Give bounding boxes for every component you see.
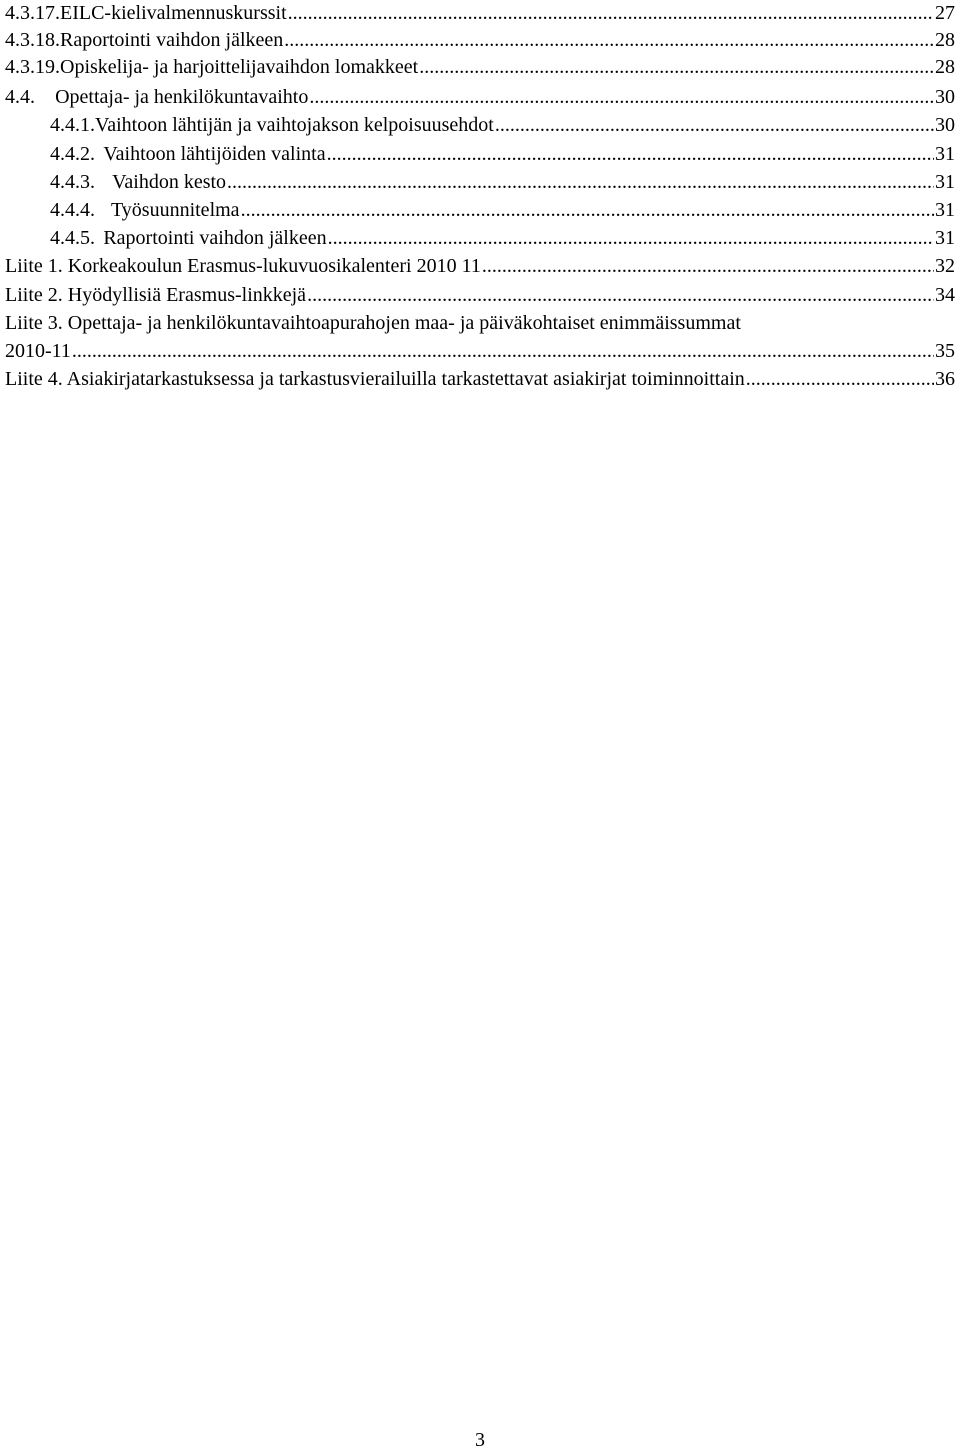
appendix-title: Liite 2. Hyödyllisiä Erasmus-linkkejä [5,284,307,306]
toc-entry-page: 31 [935,227,955,249]
toc-entry-number: 4.4.2. [50,143,95,165]
toc-entry[interactable] [0,141,955,167]
toc-entry[interactable] [0,112,955,138]
toc-entry-page: 30 [935,86,955,108]
page-number: 3 [475,1429,485,1451]
toc-entry-page: 31 [935,143,955,165]
toc-entry-title: Työsuunnitelma [110,199,240,221]
dot-leader [72,338,934,364]
toc-appendix-entry-continuation[interactable] [0,338,955,364]
toc-entry-title: Vaihtoon lähtijöiden valinta [103,143,326,165]
toc-entry-page: 31 [935,171,955,193]
toc-entry[interactable] [0,27,955,53]
toc-entry-title: Raportointi vaihdon jälkeen [103,227,327,249]
dot-leader [307,282,934,308]
toc-entry-number: 4.4.4. [50,199,95,221]
toc-entry-number: 4.3.19. [5,56,60,78]
dot-leader [495,112,934,138]
dot-leader [288,0,934,26]
toc-entry-title: Vaihtoon lähtijän ja vaihtojakson kelpoisuusehdot [95,114,494,136]
toc-entry-title: Opiskelija- ja harjoittelijavaihdon lomakkeet [60,56,419,78]
toc-entry-title: EILC-kielivalmennuskurssit [60,2,287,24]
toc-entry[interactable] [0,225,955,251]
toc-entry-page: 28 [935,29,955,51]
appendix-page: 34 [935,284,955,306]
dot-leader [746,366,934,392]
appendix-page: 32 [935,255,955,277]
dot-leader [328,225,934,251]
toc-entry-number: 4.3.18. [5,29,60,51]
toc-entry-page: 28 [935,56,955,78]
appendix-title: Liite 1. Korkeakoulun Erasmus-lukuvuosikalenteri 2010 11 [5,255,481,277]
toc-entry-title: Opettaja- ja henkilökuntavaihto [55,86,309,108]
toc-entry-page: 31 [935,199,955,221]
toc-entry-title: Vaihdon kesto [112,171,227,193]
toc-entry-number: 4.4.1. [50,114,95,136]
toc-entry[interactable] [0,0,955,26]
toc-entry[interactable] [0,84,955,110]
dot-leader [241,197,934,223]
toc-appendix-entry[interactable] [0,310,955,336]
dot-leader [327,141,934,167]
toc-entry[interactable] [0,54,955,80]
toc-entry-number: 4.4.3. [50,171,95,193]
appendix-page: 35 [935,340,955,362]
toc-entry[interactable] [0,169,955,195]
toc-entry-title: Raportointi vaihdon jälkeen [60,29,284,51]
appendix-title: Liite 3. Opettaja- ja henkilökuntavaihtoapurahojen maa- ja päiväkohtaiset enimmäissummat [5,312,741,334]
dot-leader [482,253,934,279]
dot-leader [284,27,934,53]
dot-leader [309,84,934,110]
dot-leader [419,54,934,80]
appendix-page: 36 [935,368,955,390]
toc-appendix-entry[interactable] [0,282,955,308]
appendix-title-continuation: 2010-11 [5,340,71,362]
appendix-title: Liite 4. Asiakirjatarkastuksessa ja tarkastusvierailuilla tarkastettavat asiakirjat toiminnoittain [5,368,745,390]
toc-entry-page: 30 [935,114,955,136]
toc-entry-number: 4.3.17. [5,2,60,24]
toc-appendix-entry[interactable] [0,366,955,392]
toc-entry-number: 4.4. [5,86,35,108]
toc-entry[interactable] [0,197,955,223]
toc-appendix-entry[interactable] [0,253,955,279]
toc-entry-number: 4.4.5. [50,227,95,249]
dot-leader [227,169,934,195]
toc-entry-page: 27 [935,2,955,24]
